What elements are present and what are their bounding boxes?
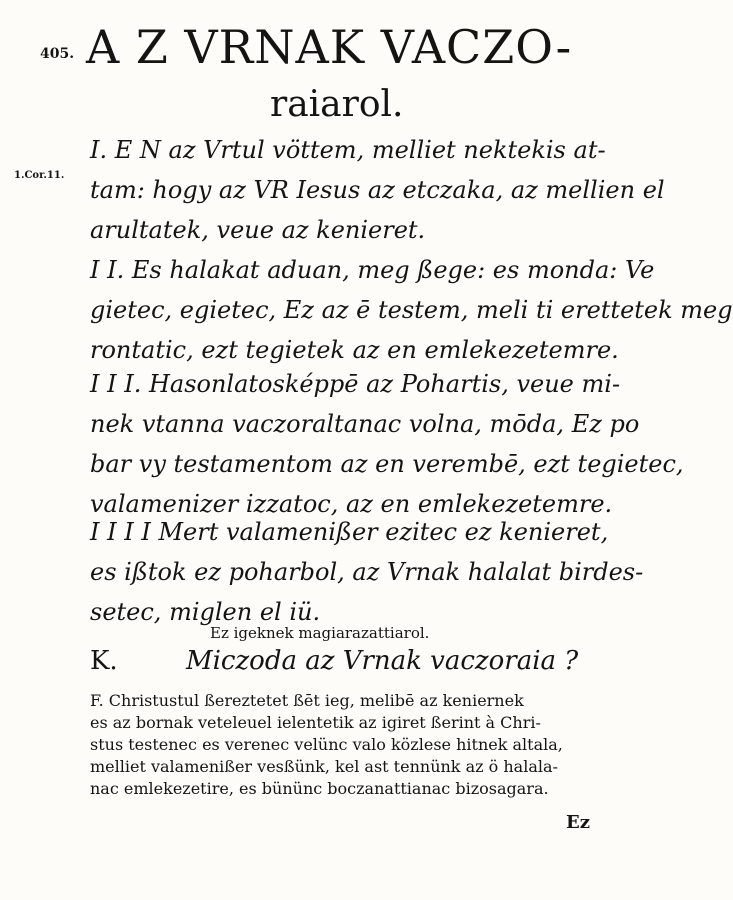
question-text: Miczoda az Vrnak vaczoraia ? — [185, 646, 579, 676]
question-marker: K. — [90, 646, 118, 676]
verse-line: valamenizer izzatoc, az en emlekezetemre. — [90, 490, 613, 518]
verse-line: arultatek, veue az kenieret. — [90, 216, 426, 244]
verse-line: setec, miglen el iü. — [90, 598, 321, 626]
section-heading: Ez igeknek magiarazattiarol. — [210, 624, 430, 642]
verse-line: I I. Es halakat aduan, meg ßege: es monda: Ve — [90, 256, 655, 284]
answer-line: es az bornak veteleuel ielentetik az igiret ßerint à Chri- — [90, 713, 541, 732]
margin-reference: 1.Cor.11. — [14, 170, 65, 181]
verse-4 — [90, 512, 644, 632]
answer-line: nac emlekezetire, es bününc boczanattianac bizosagara. — [90, 779, 549, 798]
verse-1 — [90, 130, 665, 250]
page-number: 405. — [40, 46, 75, 62]
verse-line: I I I I Mert valamenißer ezitec ez kenieret, — [90, 518, 609, 546]
answer-line: melliet valamenißer vesßünk, kel ast tennünk az ö halala- — [90, 757, 558, 776]
verse-2 — [90, 250, 733, 370]
verse-line: tam: hogy az VR Iesus az etczaka, az mellien el — [90, 176, 665, 204]
verse-line: I. E N az Vrtul vöttem, melliet nektekis at- — [90, 136, 606, 164]
page-title: A Z VRNAK VACZO- — [86, 20, 573, 74]
catchword: Ez — [566, 812, 590, 833]
verse-line: es ißtok ez poharbol, az Vrnak halalat birdes- — [90, 558, 644, 586]
verse-line: I I I. Hasonlatosképpē az Pohartis, veue mi- — [90, 370, 621, 398]
answer — [90, 690, 610, 800]
answer-line: stus testenec es verenec velünc valo közlese hitnek altala, — [90, 735, 563, 754]
answer-line: F. Christustul ßereztetet ßēt ieg, melibē az keniernek — [90, 691, 524, 710]
verse-line: bar vy testamentom az en verembē, ezt tegietec, — [90, 450, 684, 478]
verse-line: nek vtanna vaczoraltanac volna, mōda, Ez po — [90, 410, 640, 438]
verse-line: rontatic, ezt tegietek az en emlekezetemre. — [90, 336, 619, 364]
verse-3 — [90, 364, 684, 524]
question — [90, 646, 578, 676]
verse-line: gietec, egietec, Ez az ē testem, meli ti erettetek meg — [90, 296, 733, 324]
page-subtitle: raiarol. — [270, 84, 404, 125]
